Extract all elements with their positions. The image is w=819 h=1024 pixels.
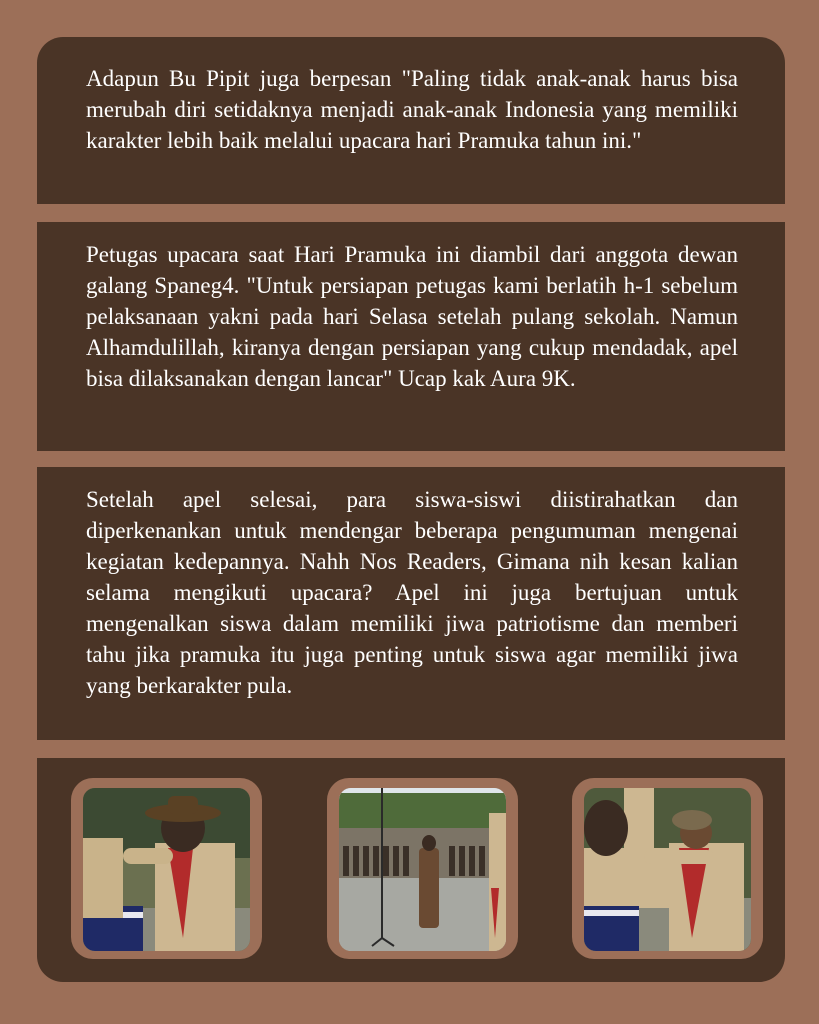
photo-ceremony-field xyxy=(339,788,506,951)
photo-gallery xyxy=(37,758,785,982)
photo-scout-tying-scarf-1 xyxy=(83,788,250,951)
photo-scout-tying-scarf-2 xyxy=(584,788,751,951)
quote-panel xyxy=(37,37,785,204)
photo-frame-3 xyxy=(572,778,763,959)
paragraph-petugas-upacara: Petugas upacara saat Hari Pramuka ini diambil dari anggota dewan galang Spaneg4. "Untuk persiapan petugas kami berlatih h-1 sebelum pelaksanaan yakni pada hari Selasa setelah pulang sekolah. Namun Alhamdulillah, kiranya dengan persiapan yang cukup mendadak, apel bisa dilaksanakan dengan lancar" Ucap kak Aura 9K. xyxy=(86,242,738,391)
photo-frame-1 xyxy=(71,778,262,959)
photo-frame-2 xyxy=(327,778,518,959)
divider xyxy=(37,451,785,467)
closing-panel xyxy=(37,467,785,740)
paragraph-quote-bu-pipit: Adapun Bu Pipit juga berpesan "Paling tidak anak-anak harus bisa merubah diri setidaknya menjadi anak-anak Indonesia yang memiliki karakter lebih baik melalui upacara hari Pramuka tahun ini." xyxy=(86,66,738,153)
petugas-panel xyxy=(37,222,785,451)
paragraph-setelah-apel: Setelah apel selesai, para siswa-siswi diistirahatkan dan diperkenankan untuk mendengar beberapa pengumuman mengenai kegiatan kedepannya. Nahh Nos Readers, Gimana nih kesan kalian selama mengikuti upacara? Apel ini juga bertujuan untuk mengenalkan siswa dalam memiliki jiwa patriotisme dan memberi tahu jika pramuka itu juga penting untuk siswa agar memiliki jiwa yang berkarakter pula. xyxy=(86,487,738,698)
